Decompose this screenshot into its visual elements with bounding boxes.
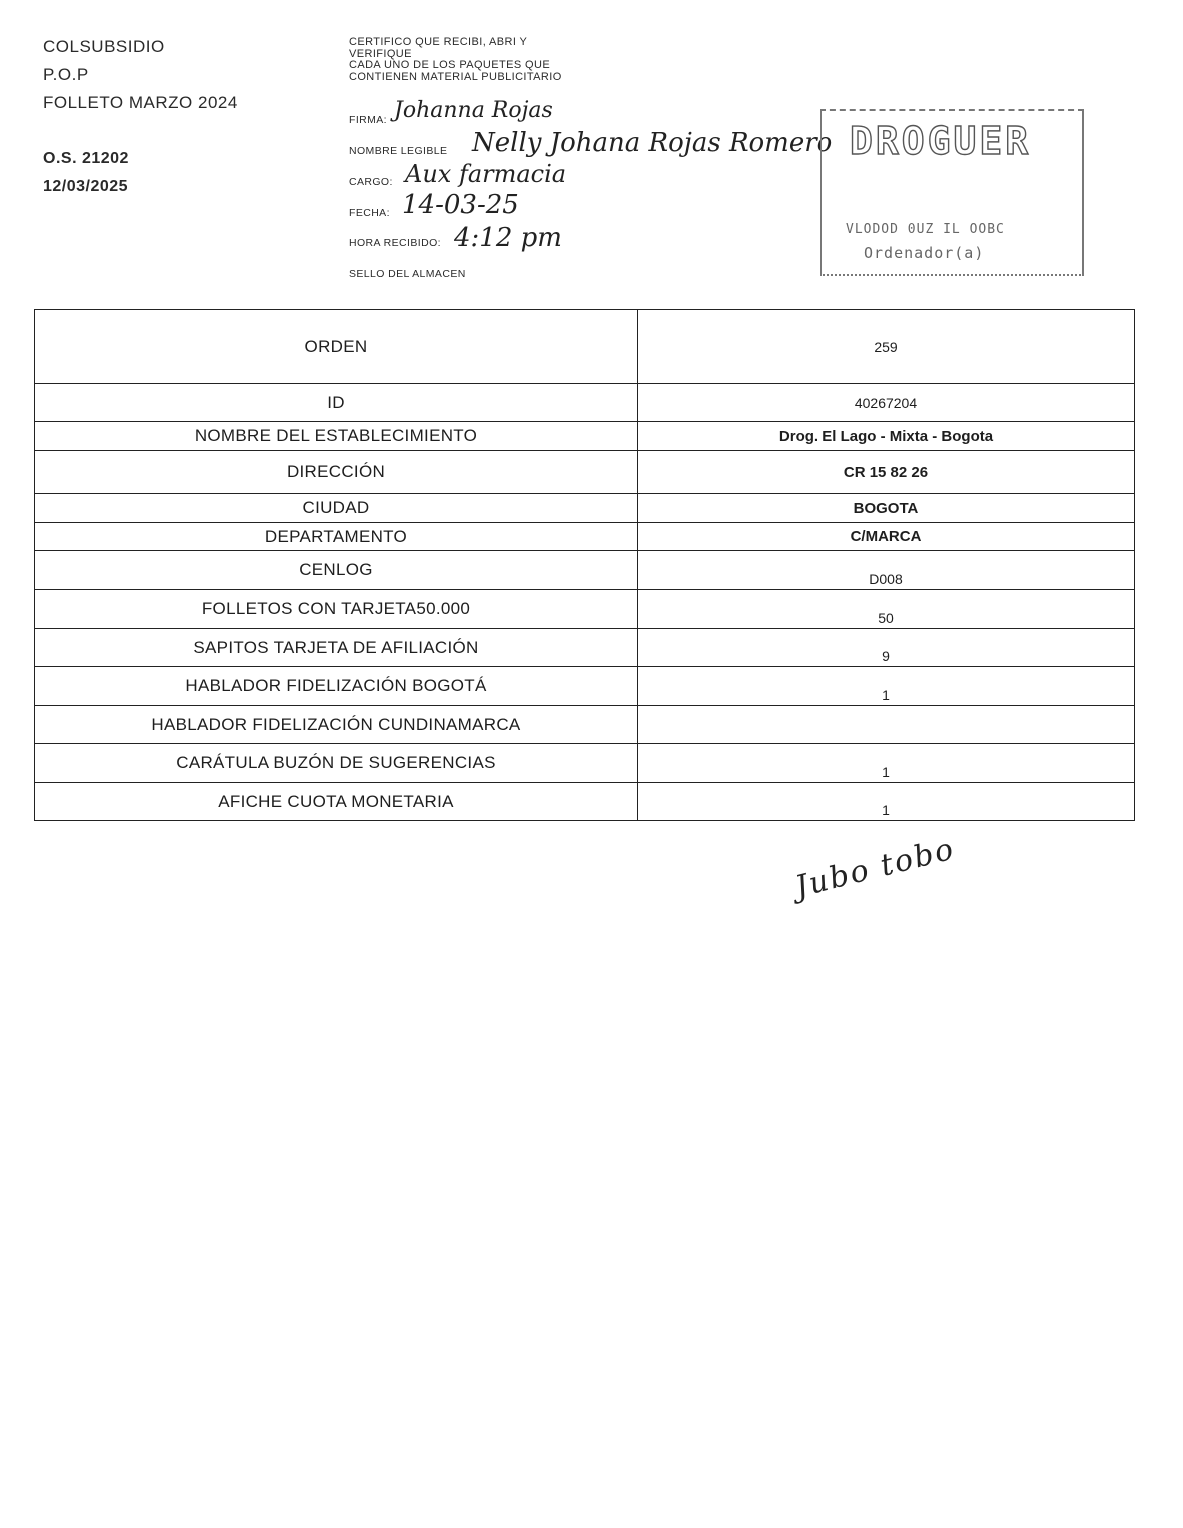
row-label: CARÁTULA BUZÓN DE SUGERENCIAS [35, 744, 638, 783]
row-label: FOLLETOS CON TARJETA50.000 [35, 590, 638, 629]
row-value: BOGOTA [638, 494, 1135, 523]
firma-label: FIRMA: [349, 114, 387, 126]
company-name: COLSUBSIDIO [43, 37, 165, 56]
row-label: SAPITOS TARJETA DE AFILIACIÓN [35, 629, 638, 667]
table-row [35, 551, 1135, 590]
row-value: 1 [638, 783, 1135, 821]
table-row [35, 422, 1135, 451]
handwritten-note: Jubo tobo [791, 831, 959, 905]
table-row [35, 523, 1135, 551]
row-value: Drog. El Lago - Mixta - Bogota [638, 422, 1135, 451]
nombre-label: NOMBRE LEGIBLE [349, 145, 448, 157]
os-number: O.S. 21202 [43, 150, 129, 167]
table-row [35, 590, 1135, 629]
delivery-table [34, 309, 1135, 821]
sello-label: SELLO DEL ALMACEN [349, 268, 466, 280]
program-name: P.O.P [43, 65, 89, 84]
table-row [35, 744, 1135, 783]
folleto-title: FOLLETO MARZO 2024 [43, 93, 238, 112]
row-value: 9 [638, 629, 1135, 667]
row-value: C/MARCA [638, 523, 1135, 551]
row-label: CIUDAD [35, 494, 638, 523]
row-value: 259 [638, 310, 1135, 384]
row-label: ID [35, 384, 638, 422]
row-label: HABLADOR FIDELIZACIÓN BOGOTÁ [35, 667, 638, 706]
row-value: 1 [638, 744, 1135, 783]
cert-line: CADA UNO DE LOS PAQUETES QUE [349, 59, 551, 71]
table-row [35, 667, 1135, 706]
table-row [35, 783, 1135, 821]
firma-signature: Johanna Rojas [394, 98, 553, 123]
row-value: D008 [638, 551, 1135, 590]
stamp-line: VLODOD 0UZ IL OOBC [846, 222, 1005, 237]
table-row [35, 384, 1135, 422]
row-label: DEPARTAMENTO [35, 523, 638, 551]
stamp-title: DROGUER [850, 119, 1032, 163]
header-left [43, 33, 238, 201]
stamp-line: Ordenador(a) [864, 244, 985, 262]
row-label: ORDEN [35, 310, 638, 384]
spacer [43, 117, 238, 145]
certification-text [349, 37, 562, 83]
os-date: 12/03/2025 [43, 178, 129, 195]
row-label: CENLOG [35, 551, 638, 590]
row-label: DIRECCIÓN [35, 451, 638, 494]
row-label: NOMBRE DEL ESTABLECIMIENTO [35, 422, 638, 451]
row-label: AFICHE CUOTA MONETARIA [35, 783, 638, 821]
table-row [35, 629, 1135, 667]
table-row [35, 451, 1135, 494]
row-label: HABLADOR FIDELIZACIÓN CUNDINAMARCA [35, 706, 638, 744]
nombre-value: Nelly Johana Rojas Romero [472, 128, 833, 158]
fecha-value: 14-03-25 [402, 190, 519, 220]
hora-value: 4:12 pm [454, 223, 562, 253]
table-row [35, 706, 1135, 744]
row-value [638, 706, 1135, 744]
row-value: 50 [638, 590, 1135, 629]
store-stamp [820, 109, 1084, 276]
cargo-value: Aux farmacia [405, 160, 567, 188]
row-value: 1 [638, 667, 1135, 706]
row-value: 40267204 [638, 384, 1135, 422]
table-row [35, 310, 1135, 384]
cert-line: VERIFIQUE [349, 47, 412, 60]
cargo-label: CARGO: [349, 176, 393, 188]
cert-line: CERTIFICO QUE RECIBI, ABRI Y [349, 36, 528, 48]
row-value: CR 15 82 26 [638, 451, 1135, 494]
hora-label: HORA RECIBIDO: [349, 237, 441, 249]
fecha-label: FECHA: [349, 207, 390, 219]
table-row [35, 494, 1135, 523]
cert-line: CONTIENEN MATERIAL PUBLICITARIO [349, 70, 562, 83]
